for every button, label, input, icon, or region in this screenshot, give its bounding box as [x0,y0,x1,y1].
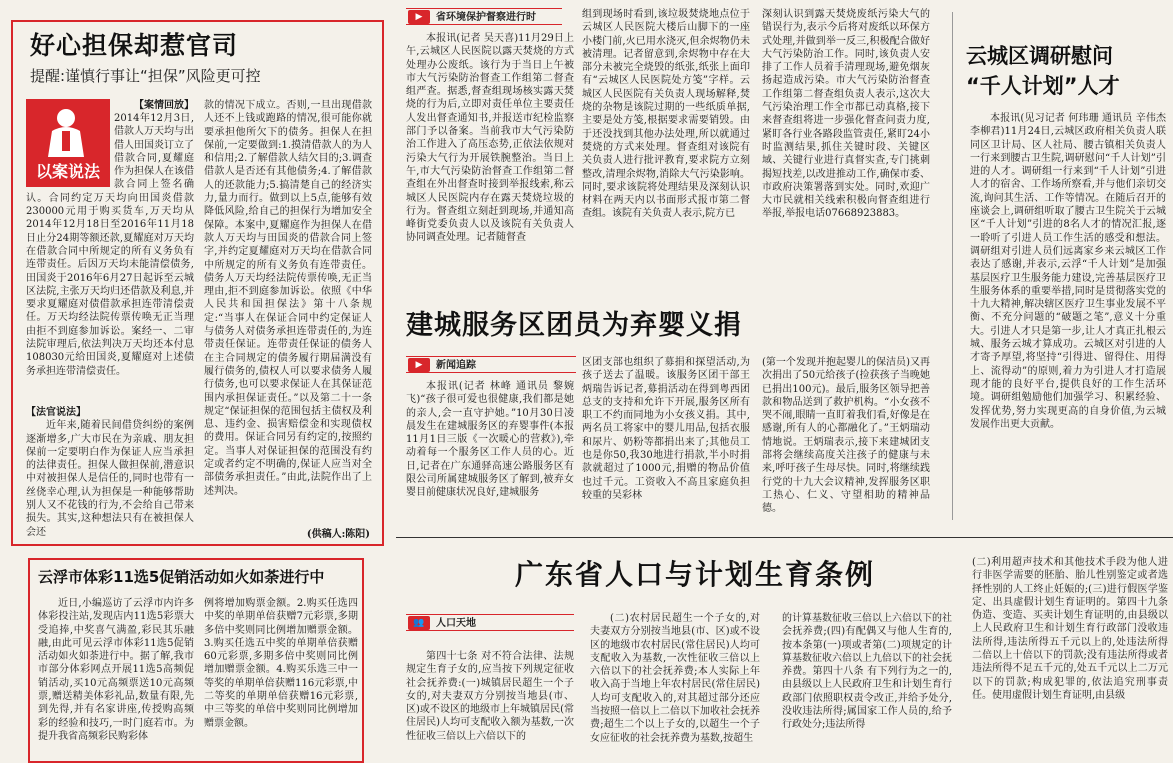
population-col1 [406,650,574,755]
talent-title-line1: 云城区调研慰问 [966,44,1113,68]
news-followup-tag [406,356,576,373]
donation-col2-text: 区团支部也组织了募捐和探望活动,为孩子送去了温暖。该服务区团干部王炳瑞告诉记者,募捐活动在得到粤西团总支的支持和允许下开展,服务区所有职工不约而同地为小女孩义捐。其中,两名员工将家中的婴儿用品,包括衣服和尿片、奶粉等都捐出来了;其他员工也是你50,我30地进行捐款,半小时捐款就超过了1000元,捐赠的物品价值也过千元。工资收入不高且家庭负担较重的吴彩林 [582,357,750,501]
guarantee-col2 [204,99,372,527]
lottery-col1 [38,597,194,755]
article-guarantee-title: 好心担保却惹官司 [30,31,239,60]
section-divider [396,537,1173,538]
population-flag-icon: 👥 [408,616,430,630]
population-col4 [972,556,1168,755]
population-col3 [782,612,952,755]
population-col2-text: (二)农村居民超生一个子女的,对夫妻双方分别按当地县(市、区)或不设区的地级市农村居民(常住居民)人均可支配收入为基数,一次性征收三倍以上六倍以下的社会抚养费;本人实际上年收入高于当地上年农村居民(常住居民)人均可支配收入的,对其超过部分还应当按照一倍以上二倍以下加收社会抚养费;超生二个以上子女的,以超生一个子女应征收的社会抚养费为基数,按超生 [590,613,760,744]
donation-col1 [406,380,574,520]
env-col2 [582,8,750,280]
env-inspection-tag [406,8,562,25]
case-logo-label: 以案说法 [35,162,100,181]
population-tag-label: 人口天地 [436,618,476,629]
lottery-col2 [204,597,358,755]
donation-title: 建城服务区团员为弃婴义捐 [406,310,742,341]
population-col3-text: 的计算基数征收三倍以上六倍以下的社会抚养费;(四)有配偶又与他人生育的,按本条第(一)项或者第(二)项规定的计算基数征收六倍以上九倍以下的社会抚养费。第四十八条 有下列行为之一的,由县级以上人民政府卫生和计划生育行政部门依照职权责令改正,并给予处分,没收违法所得;属国家工作人员的,给予行政处分;违法所得 [782,613,952,731]
guarantee-law-block [26,406,194,540]
lottery-title: 云浮市体彩11选5促销活动如火如荼进行中 [38,568,325,586]
donation-col3-text: (第一个发现并抱起婴儿的保洁员)又再次捐出了50元给孩子(捡获孩子当晚她已捐出100元)。最后,服务区领导把善款和物品送到了救护机构。“小女孩不哭不闹,眼睛一直盯着我们看,好像是在感谢,所有人的心都融化了。”王炳瑞动情地说。王炳瑞表示,接下来建城团支部将会继续高度关注孩子的健康与未来,呼吁孩子生母尽快。同时,将继续践行党的十九大会议精神,发挥服务区职工热心、仁义、守望相助的精神品德。 [762,357,930,515]
population-col1-text: 第四十七条 对不符合法律、法规规定生育子女的,应当按下列规定征收社会抚养费:(一)城镇居民超生一个子女的,对夫妻双方分别按当地县(市、区)或不设区的地级市上年城镇居民(常住居民)人均可支配收入额为基数,一次性征收三倍以上六倍以下的 [406,651,574,742]
talent-title-line2: “千人计划”人才 [966,74,1120,98]
donation-col2 [582,356,750,520]
guarantee-case-text [26,112,194,405]
guarantee-col2-text: 款的情况下成立。否则,一旦出现借款人还不上钱或跑路的情况,很可能你就要承担他所欠下的债务。担保人在担保前,一定要做到:1.摸清借款人的为人和信用;2.了解借款人结欠目的;3.调查借款人是否还有其他债务;4.了解借款人的还款能力;5.搞清楚自己的经济实力,量力而行。做到以上5点,能够有效降低风险,给自己的担保行为增加安全保障。本案中,夏耀庭作为担保人在借款人万天均与田国炎的借款合同上签字,并约定夏耀庭对万天均在借款合同中所规定的所有义务负有连带责任。债务人万天均经法院传票传唤,无正当理由,拒不到庭参加诉讼。依照《中华人民共和国担保法》第十八条规定:“当事人在保证合同中约定保证人与债务人对债务承担连带责任的,为连带责任保证。连带责任保证的债务人在主合同规定的债务履行期届满没有履行债务的,债权人可以要求债务人履行债务,也可以要求保证人在其保证范围内承担保证责任。”以及第二十一条规定“保证担保的范围包括主债权及利息、违约金、损害赔偿金和实现债权的费用。保证合同另有约定的,按照约定。当事人对保证担保的范围没有约定或者约定不明确的,保证人应当对全部债务承担责任。”由此,法院作出了上述判决。 [204,100,372,497]
case-review-text: 2014年12月3日,借款人万天均与出借人田国炎订立了借款合同,夏耀庭作为担保人在该借款合同上签名确认。合同约定万天均向田国炎借款230000元用于购买货车,万天均从2014年12月18日至2016年11月18日止分24期等额还款,夏耀庭对万天均在借款合同中所规定的所有义务负有连带责任。后因万天均未能清偿债务,田国炎于2016年6月27日起诉至云城区法院,主张万天均归还借款及利息,并要求夏耀庭对债借款承担连带清偿责任。万天均经法院传票传唤无正当理由拒不到庭参加诉讼。案经一、二审法院审理后,依法判决万天均还本付息108030元给田国炎,夏耀庭对上述债务承担连带清偿责任。 [26,113,194,377]
followup-flag-icon: ▶ [408,358,430,372]
population-title: 广东省人口与计划生育条例 [514,558,875,591]
judge-says-heading: 【法官说法】 [26,407,86,418]
donation-col1-text: 本报讯(记者 林峰 通讯员 黎婉飞)“孩子很可爱也很健康,我们都是她的亲人,会一直守护她。”10月30日凌晨发生在建城服务区的弃婴事件(本报11月1日三版《一次暖心的营救》),牵动着每一个服务区工作人员的心。近日,记者在广东通驿高速公路服务区有限公司所属建城服务区了解到,被弃女婴目前健康状况良好,建城服务 [406,381,574,499]
env-col3 [762,8,930,280]
population-col4-text: (二)利用超声技术和其他技术手段为他人进行非医学需要的胚胎、胎儿性别鉴定或者选择性别的人工终止妊娠的;(三)进行假医学鉴定、出具虚假计划生育证明的。第四十九条 伪造、变造、买卖计划生育证明的,由县级以上人民政府卫生和计划生育行政部门没收违法所得,违法所得五千元以上的,处违法所得二倍以上十倍以下的罚款;没有违法所得或者违法所得不足五千元的,处五千元以上二万元以下的罚款;构成犯罪的,依法追究刑事责任。使用虚假计划生育证明,由县级 [972,557,1168,701]
news-followup-tag-label: 新闻追踪 [436,360,476,371]
lottery-col2-text: 例将增加购票金额。2.购买任选四中奖的单期单倍获赠7元彩票,多期多倍中奖则同比例增加赠票金额。3.购买任选五中奖的单期单倍获赠60元彩票,多期多倍中奖则同比例增加赠票金额。4.购买乐选三中一等奖的单期单倍获赠116元彩票,中二等奖的单期单倍获赠16元彩票,中三等奖的单倍中奖则同比例增加赠票金额。 [204,598,358,729]
env-col3-text: 深刻认识到露天焚烧废纸污染大气的错误行为,表示今后将对废纸以环保方式处理,并做到举一反三,积极配合做好大气污染防治工作。同时,该负责人安排了工作人员着手清理现场,避免烟灰扬起造成污染。市大气污染防治督查工作组第二督查组负责人表示,这次大气污染治理工作全市都已动真格,接下来督查组将进一步强化督查问责力度,紧盯各行业各路段监管责任,紧盯24小时监测结果,抓住关键时段、关键区域、关键行业进行真督实查,专门挑刺揭短找差,以改进推动工作,确保市委、市政府决策署落到实处。同时,欢迎广大市民就相关线索积极向督查组进行举报,举报电话07668923883。 [762,9,930,220]
judge-says-text: 近年来,随着民间借贷纠纷的案例逐渐增多,广大市民在为亲戚、朋友担保前一定要明白作为保证人应当承担的法律责任。担保人做担保前,潜意识中对被担保人是信任的,同时也带有一丝侥幸心理,认为担保是一种能够帮助别人又不花钱的行为,不会给自己带来损失。其实,这种想法只有在被担保人会还 [26,420,194,538]
env-inspection-tag-label: 省环境保护督察进行时 [436,12,536,23]
lottery-col1-text: 近日,小编巡访了云浮市内许多体彩投注站,发现店内11选5彩票大受追捧,中奖喜气满盈,彩民其乐融融,由此可见云浮市体彩11选5促销活动如火如荼进行中。据了解,我市市部分体彩网点开展11选5高频促销活动,买10元高频票送10元高频票,赠送精美体彩礼品,数量有限,先到先得,并有名家讲座,传授购高频彩的经验和技巧,一时门庭若市。为提升我省高频彩民购彩体 [38,598,194,742]
case-review-heading: 【案情回放】 [134,100,194,111]
talent-text-body: 本报讯(见习记者 何玮珊 通讯员 辛伟杰 李柳君)11月24日,云城区政府相关负责人联同区卫计局、区人社局、腰古镇相关负责人一行来到腰古卫生院,调研慰问“千人计划”引进的人才。调研组一行来到“千人计划”引进人才的宿舍、工作场所察看,并与他们亲切交流,询问其生活、工作等情况。在随后召开的座谈会上,调研组听取了腰古卫生院关于云城区“千人计划”引进的8名人才的情况汇报,逐一聆听了引进人员工作生活的感受和想法。调研组对引进人员们远离家乡来云城区工作表达了感谢,并表示,云浮“千人计划”是加强基层医疗卫生服务能力建设,完善基层医疗卫生服务体系的重要举措,同时是贯彻落实党的十九大精神,解决辖区医疗卫生事业发展不平衡、不充分问题的“破题之笔”,意义十分重大。引进人才只是第一步,让人才真正扎根云城、服务云城才算成功。云城区对引进的人才寄予厚望,将坚持“引得进、留得住、用得上、流得动”的原则,着力为引进人才打造展现才能的良好平台,提供良好的工作生活环境。调研组勉励他们加强学习、积累经验、发挥优势,努力实现更高的自身价值,为云城发展作出更大贡献。 [970,113,1166,430]
env-col1 [406,32,574,280]
env-col1-text: 本报讯(记者 吴天喜)11月29日上午,云城区人民医院以露天焚烧的方式处理办公废纸。该行为于当日上午被市大气污染防治督查工作组第二督查组严查。据悉,督查组现场核实露天焚烧的行为后,立即对责任单位主要责任人发出督查通知书,并报送市纪检监察部门予以备案。当前我市大气污染防治工作进入了高压态势,正依法依规对污染大气行为开展铁腕整治。当日上午,市大气污染防治督查工作组第二督查组在外出督查时接到举报线索,称云城区人民医院内存在露天焚烧垃圾的行为。督查组立刻赶到现场,并通知高峰街党委负责人以及该院有关负责人协同调查处理。记者随督查 [406,33,574,244]
talent-text [970,112,1166,517]
article-guarantee-subtitle: 提醒:谨慎行事让“担保”风险更可控 [30,67,261,85]
env-col2-text: 组到现场时看到,该垃圾焚烧地点位于云城区人民医院大楼后山脚下的一座小楼门前,火已用水浇灭,但余烬物仍未被清理。记者留意到,余烬物中存在大部分未被完全烧毁的纸张,纸张上面印有“云城区人民医院处方笺”字样。云城区人民医院有关负责人现场解释,焚烧的杂物是该院过期的一些纸质单据,主要是处方笺,根据要求需要销毁。由于还没找到其他办法处理,所以就通过焚烧的方式来处理。督查组对该院有关负责人进行批评教育,要求院方立刻整改,清理余烬物,消除大气污染影响。同时,要求该院将处理结果及深刻认识材料在两天内以书面形式报市第二督查组。该院有关负责人表示,院方已 [582,9,750,220]
population-col2 [590,612,760,755]
guarantee-byline: (供稿人:陈阳) [306,529,370,540]
column-divider [952,12,953,520]
population-tag [406,614,574,631]
news-flag-icon: ▶ [408,10,430,24]
donation-col3 [762,356,930,520]
